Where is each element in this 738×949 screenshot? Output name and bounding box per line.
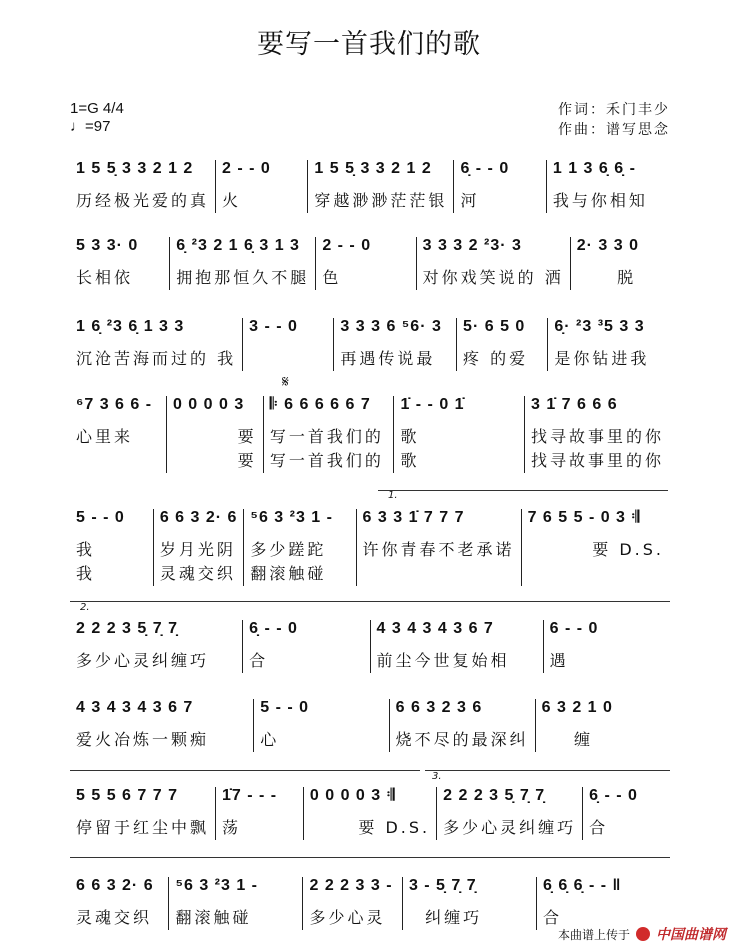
volta-label-1: 1. [388,490,398,501]
measure [244,509,356,586]
lyric: 历经极光爱的真 [76,191,210,210]
measure [70,318,243,371]
measure-notes: 6̣ - - 0 [589,787,638,804]
volta-label-2: 2. [80,602,90,613]
measure-notes: 6̣ - - 0 [460,160,510,177]
volta-line [70,770,420,771]
lyric: 歌 [400,427,420,446]
measure-notes: 6 - - 0 [549,620,599,637]
key-tempo [70,100,124,136]
lyric: 合 [249,651,269,670]
measure-notes: 5 - - 0 [76,509,125,526]
lyric-verse-2: 要 [172,451,257,470]
lyric-verse-2: 写一首我们的 [269,451,384,470]
measure-notes: 1 5 5̣ 3 3 2 1 2 [314,160,432,177]
measure [70,620,243,673]
measure [357,509,522,586]
measure [548,318,670,371]
lyric-verse-2: 翻滚触碰 [250,564,327,583]
measure [304,787,437,840]
measure [522,509,670,586]
score-system [70,699,670,752]
song-title: 要写一首我们的歌 [257,29,481,60]
measure [70,237,170,290]
measure [243,318,334,371]
measure-notes: ⁵6 3 ²3 1 - [250,509,333,526]
volta-bracket-3 [425,770,670,771]
measure-notes: 1 6̣ ²3 6̣ 1 3 3 [76,318,185,335]
measure [544,620,670,673]
measure-notes: 1 1 3 6̣ 6̣ - [552,160,636,177]
measure [457,318,548,371]
footer [558,924,726,944]
score-system [70,318,670,371]
measure [316,237,416,290]
measure-notes: 7 6 5 5 - 0 3 𝄇 [527,509,641,526]
measure [70,396,167,473]
lyric: 河 [460,191,480,210]
measure [70,699,254,752]
measure-notes: 2 2 2 3 5̣ 7̣ 7̣ [443,787,546,804]
score-system [70,509,670,586]
measure [583,787,670,840]
score-system [70,877,670,930]
measure-notes: 2· 3 3 0 [576,237,639,254]
measure-notes: 1 5 5̣ 3 3 2 1 2 [76,160,194,177]
measure [390,699,536,752]
measure [547,160,670,213]
lyric: 穿越渺渺茫茫银 [314,191,448,210]
site-logo-icon [636,927,650,941]
measure-notes: 1̇ - - 0 1̇ [400,396,465,413]
measure-notes: 3 1̇ 7 6 6 6 [530,396,618,413]
lyric: 我 [76,540,96,559]
lyric-verse-2 [528,562,664,586]
measure-notes: 𝄆 6 6 6 6 6 7 [269,396,371,413]
measure [216,160,308,213]
measure-notes: 6 6 3 2· 6 [76,877,154,894]
lyric: 要 D.S. [309,818,431,837]
measure [454,160,546,213]
score-system [70,396,670,473]
measure-notes: 2 - - 0 [222,160,271,177]
measure-notes: ⁵6 3 ²3 1 - [175,877,258,894]
measure-notes: 3 - - 0 [249,318,298,335]
measure-notes: 2 2 2 3 3 - [309,877,393,894]
measure-notes: 3 - 5̣ 7̣ 7̣ [408,877,477,894]
measure [70,160,216,213]
lyric [249,346,327,371]
lyric: 翻滚触碰 [175,908,252,927]
measure-notes: 4 3 4 3 4 3 6 7 [376,620,494,637]
measure [571,237,670,290]
measure [525,396,670,473]
measure [371,620,544,673]
lyric: 烧不尽的最深纠 [395,730,529,749]
measure-notes: 6̣ - - 0 [249,620,298,637]
score-system [70,787,670,840]
lyric: 许你青春不老承诺 [362,540,515,559]
measure [334,318,457,371]
final-bracket [70,857,670,858]
measure-notes: 6 6 3 2· 6 [159,509,238,526]
score-system [70,237,670,290]
lyric: 遇 [549,651,569,670]
measure-notes: 5 - - 0 [260,699,310,716]
measure-notes: 6 6 3 2 3 6 [395,699,483,716]
lyric-verse-2: 歌 [400,451,420,470]
measure-notes: 6̣ ²3 2 1 6̣ 3 1 3 [176,237,300,254]
lyric: 前尘今世复始相 [376,651,510,670]
measure-notes: 5· 6 5 0 [463,318,526,335]
volta-bracket-2 [70,601,670,602]
lyric: 灵魂交织 [76,908,153,927]
lyric: 要 D.S. [527,540,664,559]
measure [394,396,525,473]
measure-notes: 0 0 0 0 3 𝄇 [309,787,396,804]
volta-bracket-1 [378,490,668,491]
measure-notes: 4 3 4 3 4 3 6 7 [76,699,194,716]
measure [243,620,370,673]
measure [437,787,583,840]
lyric: 岁月光阴 [159,540,236,559]
lyric-verse-2 [76,449,160,473]
lyric: 沉沧苦海而过的 我 [76,349,237,368]
measure-notes: 2 - - 0 [322,237,372,254]
lyric: 心里来 [76,427,134,446]
lyric: 要 [172,427,257,446]
measure-notes: 6̣ 6̣ 6̣ - - ‖ [542,877,622,894]
lyric: 对你戏笑说的 洒 [422,268,564,287]
lyric: 写一首我们的 [269,427,384,446]
lyric: 疼 的爱 [463,349,529,368]
lyric: 荡 [222,818,242,837]
measure [70,509,154,586]
score-system [70,160,670,213]
lyric: 拥抱那恒久不腿 [176,268,310,287]
footer-text: 本曲谱上传于 [557,927,630,942]
lyric-verse-2 [363,562,515,586]
lyric-verse-2: 我 [76,564,96,583]
measure-notes: ⁶7 3 6 6 - [76,396,153,413]
lyric: 脱 [576,268,637,287]
lyric: 多少心灵纠缠巧 [76,651,210,670]
lyric: 多少心灵 [309,908,386,927]
lyric: 停留于红尘中飘 [76,818,210,837]
measure-notes: 1̇7 - - - [222,787,278,804]
measure-notes: 5 5 5 6 7 7 7 [76,787,178,804]
segno-sign: 𝄋 [282,372,289,391]
measure [70,877,169,930]
lyric: 是你钻进我 [554,349,650,368]
measure-notes: 3 3 3 2 ²3· 3 [422,237,522,254]
lyric: 色 [322,268,342,287]
measure [308,160,454,213]
measure [216,787,304,840]
measure [264,396,395,473]
lyric: 再遇传说最 [340,349,436,368]
measure [303,877,402,930]
lyric: 心 [260,730,280,749]
volta-label-3: 3. [432,771,442,782]
lyric-verse-2: 找寻故事里的你 [530,451,664,470]
site-logo[interactable]: 中国曲谱网 [656,927,726,943]
measure-notes: 0 0 0 0 3 [172,396,245,413]
measure [536,699,670,752]
measure-notes: 2 2 2 3 5̣ 7̣ 7̣ [76,620,178,637]
lyricist: 作词：禾门丰少 [558,102,670,118]
measure-notes: 6̣· ²3 ³5 3 3 [554,318,645,335]
lyric: 找寻故事里的你 [530,427,664,446]
lyric-verse-2: 灵魂交织 [159,564,236,583]
measure-notes: 3 3 3 6 ⁵6· 3 [340,318,442,335]
lyric: 合 [589,818,609,837]
measure [417,237,571,290]
measure-notes: 6 3 2 1 0 [541,699,613,716]
key-signature: 1=G 4/4 [70,100,124,117]
composer: 作曲：谱写思念 [558,122,670,138]
measure-notes: 6 3 3 1̇ 7 7 7 [362,509,465,526]
measure [170,237,316,290]
lyric: 爱火冶炼一颗痴 [76,730,210,749]
lyric: 缠 [541,730,593,749]
measure [254,699,389,752]
measure [169,877,303,930]
lyric: 火 [222,191,242,210]
measure [403,877,537,930]
tempo-marking: ♩=97 [70,118,111,135]
lyric: 长相依 [76,268,134,287]
measure [167,396,264,473]
lyric: 我与你相知 [552,191,648,210]
measure [154,509,245,586]
lyric: 合 [542,908,562,927]
credits [558,100,670,140]
lyric: 纠缠巧 [408,908,483,927]
measure [537,877,670,930]
measure-notes: 5 3 3· 0 [76,237,139,254]
score-system [70,620,670,673]
lyric: 多少心灵纠缠巧 [443,818,577,837]
measure [70,787,216,840]
lyric: 多少蹉跎 [250,540,327,559]
